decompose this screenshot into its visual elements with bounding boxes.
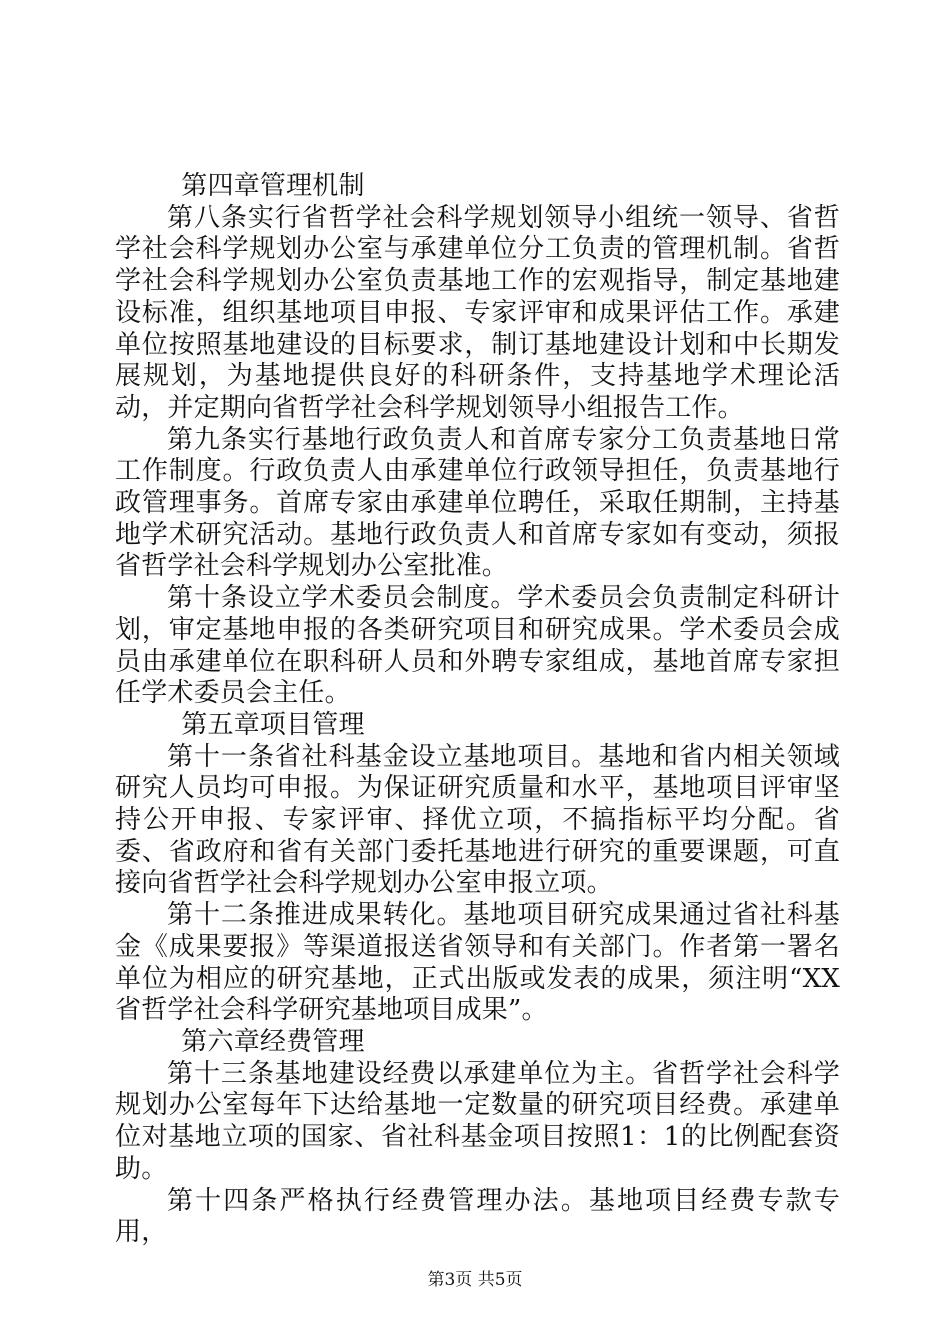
article-paragraph: 第八条实行省哲学社会科学规划领导小组统一领导、省哲学社会科学规划办公室与承建单位分工负责的管理机制。省哲学社会科学规划办公室负责基地工作的宏观指导，制定基地建设标准，组织基地项目申报、专家评审和成果评估工作。承建单位按照基地建设的目标要求，制订基地建设计划和中长期发展规划，为基地提供良好的科研条件，支持基地学术理论活动，并定期向省哲学社会科学规划领导小组报告工作。 [115, 202, 840, 423]
article-paragraph: 第十二条推进成果转化。基地项目研究成果通过省社科基金《成果要报》等渠道报送省领导和有关部门。作者第一署名单位为相应的研究基地，正式出版或发表的成果，须注明“XX省哲学社会科学研究基地项目成果”。 [115, 900, 840, 1026]
page-number-footer: 第3页 共5页 [427, 1270, 523, 1290]
article-paragraph: 第十四条严格执行经费管理办法。基地项目经费专款专用， [115, 1185, 840, 1248]
article-paragraph: 第十条设立学术委员会制度。学术委员会负责制定科研计划，审定基地申报的各类研究项目和研究成果。学术委员会成员由承建单位在职科研人员和外聘专家组成，基地首席专家担任学术委员会主任。 [115, 583, 840, 709]
chapter-heading: 第六章经费管理 [181, 1026, 365, 1057]
chapter-heading: 第五章项目管理 [181, 709, 365, 740]
document-body [115, 171, 840, 1249]
chapter-heading: 第四章管理机制 [181, 171, 365, 201]
article-paragraph: 第九条实行基地行政负责人和首席专家分工负责基地日常工作制度。行政负责人由承建单位行政领导担任，负责基地行政管理事务。首席专家由承建单位聘任，采取任期制，主持基地学术研究活动。基地行政负责人和首席专家如有变动，须报省哲学社会科学规划办公室批准。 [115, 424, 840, 582]
article-paragraph: 第十一条省社科基金设立基地项目。基地和省内相关领域研究人员均可申报。为保证研究质量和水平，基地项目评审坚持公开申报、专家评审、择优立项，不搞指标平均分配。省委、省政府和省有关部门委托基地进行研究的重要课题，可直接向省哲学社会科学规划办公室申报立项。 [115, 741, 840, 899]
article-paragraph: 第十三条基地建设经费以承建单位为主。省哲学社会科学规划办公室每年下达给基地一定数量的研究项目经费。承建单位对基地立项的国家、省社科基金项目按照1：1的比例配套资助。 [115, 1058, 840, 1184]
